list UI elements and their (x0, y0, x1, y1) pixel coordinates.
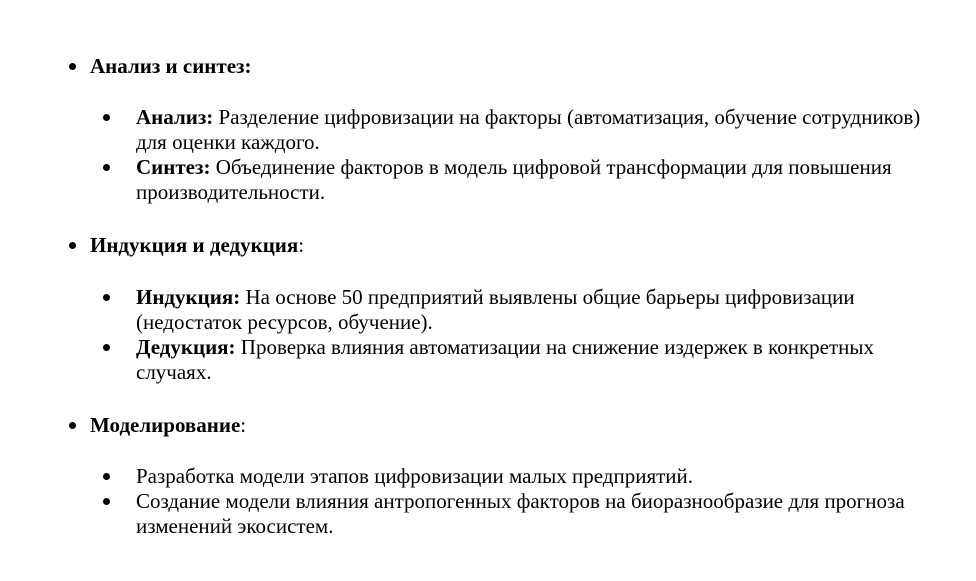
list-item: Разработка модели этапов цифровизации малых предприятий. (136, 464, 694, 488)
section-heading: Индукция и дедукция: (90, 233, 305, 257)
bullet-icon (103, 473, 110, 480)
list-item: Анализ: Разделение цифровизации на факторы (автоматизация, обучение сотрудников) для оценки каждого. (136, 105, 921, 154)
bullet-icon (69, 242, 76, 249)
list-item: Синтез: Объединение факторов в модель цифровой трансформации для повышения производительности. (136, 155, 892, 204)
bullet-icon (69, 422, 76, 429)
bullet-icon (69, 63, 76, 70)
bullet-icon (103, 294, 110, 301)
section-heading: Моделирование: (90, 413, 247, 437)
bullet-icon (103, 114, 110, 121)
bullet-icon (103, 164, 110, 171)
list-item: Индукция: На основе 50 предприятий выявлены общие барьеры цифровизации (недостаток ресурсов, обучение). (136, 285, 855, 334)
bullet-icon (103, 344, 110, 351)
section-heading: Анализ и синтез: (90, 54, 252, 78)
list-item: Дедукция: Проверка влияния автоматизации на снижение издержек в конкретных случаях. (136, 335, 875, 384)
bullet-icon (103, 498, 110, 505)
list-item: Создание модели влияния антропогенных факторов на биоразнообразие для прогноза изменений экосистем. (136, 489, 905, 538)
